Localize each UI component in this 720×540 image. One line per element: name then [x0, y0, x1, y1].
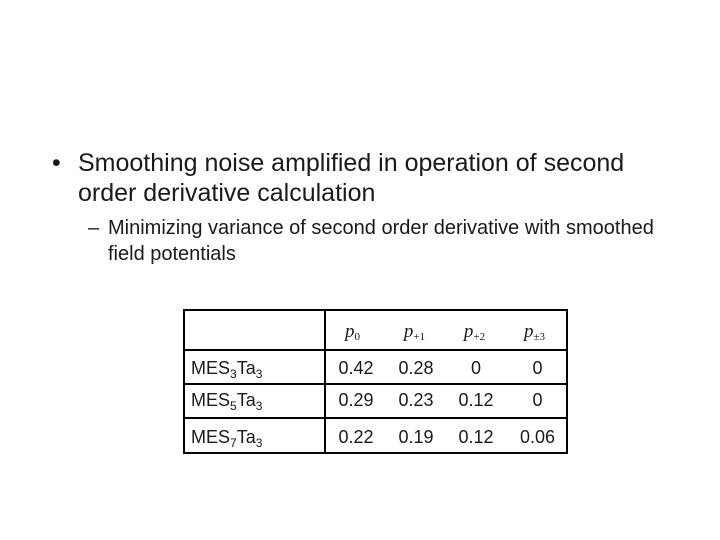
table-cell: 0.19 — [398, 427, 434, 447]
table-row-label: $MES_5Ta_3$ — [191, 390, 263, 413]
table-cell: 0.06 — [519, 427, 556, 447]
bullet-text: Smoothing noise amplified in operation of second order derivative calculation — [78, 149, 625, 207]
bullet-marker: • — [52, 149, 61, 177]
table-cell: 0.28 — [398, 358, 434, 378]
table-cell: 0 — [532, 390, 543, 410]
table-column-divider — [324, 311, 326, 452]
coefficients-table — [183, 309, 568, 454]
table-header-divider — [185, 349, 566, 351]
table-cell: 0.12 — [458, 427, 494, 447]
table-cell: 0 — [532, 358, 543, 378]
table-cell: 0.29 — [338, 390, 374, 410]
table-cell: 0.42 — [338, 358, 374, 378]
header-p-pm-3: $p_{\pm 3}$ — [523, 321, 546, 343]
table-row-label: $MES_7Ta_3$ — [191, 427, 263, 450]
header-p-plus-1: $p_{+1}$ — [403, 321, 426, 343]
table-cell: 0.12 — [458, 390, 494, 410]
sub-bullet-marker: – — [88, 217, 100, 239]
table-row-divider — [185, 417, 566, 419]
header-p-plus-2: $p_{+2}$ — [463, 321, 486, 343]
table-cell: 0.22 — [338, 427, 374, 447]
table-row-label: $MES_3Ta_3$ — [191, 358, 263, 381]
header-p0: $p_0$ — [345, 321, 360, 343]
sub-bullet-text: Minimizing variance of second order derivative with smoothed field potentials — [108, 217, 654, 265]
table-cell: 0 — [470, 358, 481, 378]
table-cell: 0.23 — [398, 390, 434, 410]
